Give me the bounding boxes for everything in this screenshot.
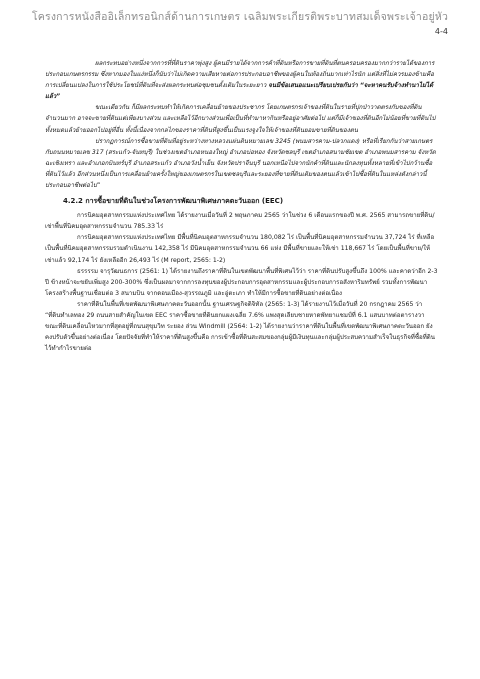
quote-paragraph-1 [45,58,439,102]
body-paragraph-3: ธรรรรม จารุวัฒนธการ (2561: 1) ได้รายงานถึงราคาที่ดินในเขตพัฒนาพื้นที่พิเศษไว้ว่า ราคาที่ดินปรับสูงขึ้นถึง 100% และคาดว่าอีก 2-3 ปี ข้างหน้าจะขยับเพิ่มสูง 200-300% ซึ่งเป็นผลมาจากการลงทุนของผู้ประกอบการอุตสาหกรรมและผู้ประกอบการอสังหาริมทรัพย์ รวมทั้งการพัฒนาโครงสร้างพื้นฐานเชื่อมต่อ 3 สนามบิน จากดอนเมือง-สุวรรณภูมิ และอู่ตะเภา ทำให้มีการซื้อขายที่ดินอย่างต่อเนื่อง [45,267,438,297]
document-header: โครงการหนังสืออิเล็กทรอนิกส์ด้านการเกษตร เฉลิมพระเกียรติพระบาทสมเด็จพระเจ้าอยู่หัว [31,11,449,23]
page-number: 4-4 [434,27,448,36]
body-paragraph-1: การนิคมอุตสาหกรรมแห่งประเทศไทย ได้รายงานเมื่อวันที่ 2 พฤษภาคม 2565 ว่าในช่วง 6 เดือนแรกของปี พ.ศ. 2565 สามารถขายที่ดิน/เช่าพื้นที่นิคมอุตสาหกรรมจำนวน 785.33 ไร่ [45,212,435,231]
quote-paragraph-1-bold: จนมีข้อเสนอแนะเปรียบเปรยกันว่า “จะหาคนรับจ้างทำนาไม่ได้แล้ว” [45,82,434,101]
body-paragraph-4: ราคาที่ดินในพื้นที่เขตพัฒนาพิเศษภาคตะวันออกนั้น ฐานเศรษฐกิจดิจิทัล (2565: 1-3) ได้รายงานไว้เมื่อวันที่ 20 กรกฎาคม 2565 ว่า “ที่ดินทำเลทอง 29 ถนนสายสำคัญในเขต EEC ราคาซื้อขายที่ดินยกแผงเฉลี่ย 7.6% แพงสุดเลียบชายหาดพัทยาแชมป์ที่ 6.1 แสนบาทต่อตารางวา ขณะที่ดินเคลื่อนไหวมากที่สุดอยู่ที่ถนนสุขุมวิท ระยอง ส่วน Windmill (2564: 1-2) ได้รายงานว่าราคาที่ดินในพื้นที่เขตพัฒนาพิเศษภาคตะวันออก ยังคงปรับตัวขึ้นอย่างต่อเนื่อง โดยปัจจัยที่ทำให้ราคาที่ดินสูงขึ้นคือ การเข้าซื้อที่ดินสะสมของกลุ่มผู้มีเงินทุนและกลุ่มผู้ประสบความสำเร็จในธุรกิจที่ซื้อที่ดินไว้ทำกำไรขายต่อ [45,300,435,353]
quote-paragraph-2: ขณะเดียวกัน ก็มีผลกระทบทำให้เกิดการเคลื่อนย้ายของประชากร โดยเกษตรกรเจ้าของที่ดินในรายที่ปุกป่าวาดตรงกับของที่ดินจำนวนมาก อาจจะขายที่ดินแต่เพียงบางส่วน และเหลือไว้อีกบางส่วนเพื่อเป็นที่ทำมาหากินหรืออยู่อาศัยต่อไป แต่ก็มีเจ้าของที่ดินอีกไม่น้อยที่ขายที่ดินไปทั้งหมดแล้วย้ายออกไปอยู่ที่อื่น ทั้งนี้เนื่องจากกลไกของราคาที่ดินที่สูงขึ้นเป็นแรงจูงใจให้เจ้าของที่ดินยอมขายที่ดินของตน [45,104,436,134]
document-body [45,58,439,354]
body-paragraph-2: การนิคมอุตสาหกรรมแห่งประเทศไทย มีพื้นที่นิคมอุตสาหกรรมจำนวน 180,082 ไร่ เป็นพื้นที่นิคมอุตสาหกรรมจำนวน 37,724 ไร่ ที่เหลือเป็นพื้นที่นิคมอุตสาหกรรมรวมดำเนินงาน 142,358 ไร่ มีนิคมอุตสาหกรรมจำนวน 66 แห่ง มีพื้นที่ขายและให้เช่า 118,667 ไร่ โดยเป็นพื้นที่ขาย/ให้เช่าแล้ว 92,174 ไร่ ยังเหลืออีก 26,493 ไร่ (M report, 2565: 1-2) [45,234,435,264]
quote-paragraph-3: ปรากฏการณ์การซื้อขายที่ดินที่อยู่ระหว่างทางหลวงแผ่นดินหมายเลข 3245 (พนมสารคาม-ปลวกแดง) หรือที่เรียกกันว่าสายเกษตรกับถนนหมายเลข 317 (สระแก้ว-จันทบุรี) ในช่วงเขตอำเภอหนองใหญ่ อำเภอบ่อทอง จังหวัดชลบุรี เขตอำเภอสนามชัยเขต อำเภอพนมสารคาม จังหวัดฉะเชิงเทรา และอำเภอกบินทร์บุรี อำเภอสระแก้ว อำเภอวังน้ำเย็น จังหวัดปราจีนบุรี นอกเหนือไปจากนักค้าที่ดินและนักลงทุนทั้งหลายที่เข้าไปกว้านซื้อที่ดินไว้แล้ว อีกส่วนหนึ่งเป็นการเคลื่อนย้ายครั้งใหญ่ของเกษตรกรในเขตชลบุรีและระยองที่ขายที่ดินเดิมของตนแล้วเข้าไปซื้อที่ดินในแหล่งดังกล่าวนี้ประกอบอาชีพต่อไป” [45,137,436,190]
quote-paragraph-1-text: ผลกระทบอย่างหนึ่งจากการที่ที่ดินราคาพุ่งสูง ผู้คนมีรายได้จากการค้าที่ดินหรือการขายที่ดินที่ตนครอบครองมากกว่ารายได้ของการประกอบเกษตรกรรม ซึ่งหากมองในแง่หนึ่งก็นับว่าไม่เกิดความเสียหายต่อการประกอบอาชีพของผู้คนในท้องถิ่นมากเท่าไรนัก แต่สิ่งที่ไม่ควรมองข้ามคือการเปลี่ยนแปลงในการใช้ประโยชน์ที่ดินที่จะส่งผลกระทบต่อชุมชนดั้งเดิมในระยะยาว [45,60,435,90]
section-heading-4-2-2: 4.2.2 การซื้อขายที่ดินในช่วงโครงการพัฒนาพิเศษภาคตะวันออก (EEC) [63,197,284,206]
